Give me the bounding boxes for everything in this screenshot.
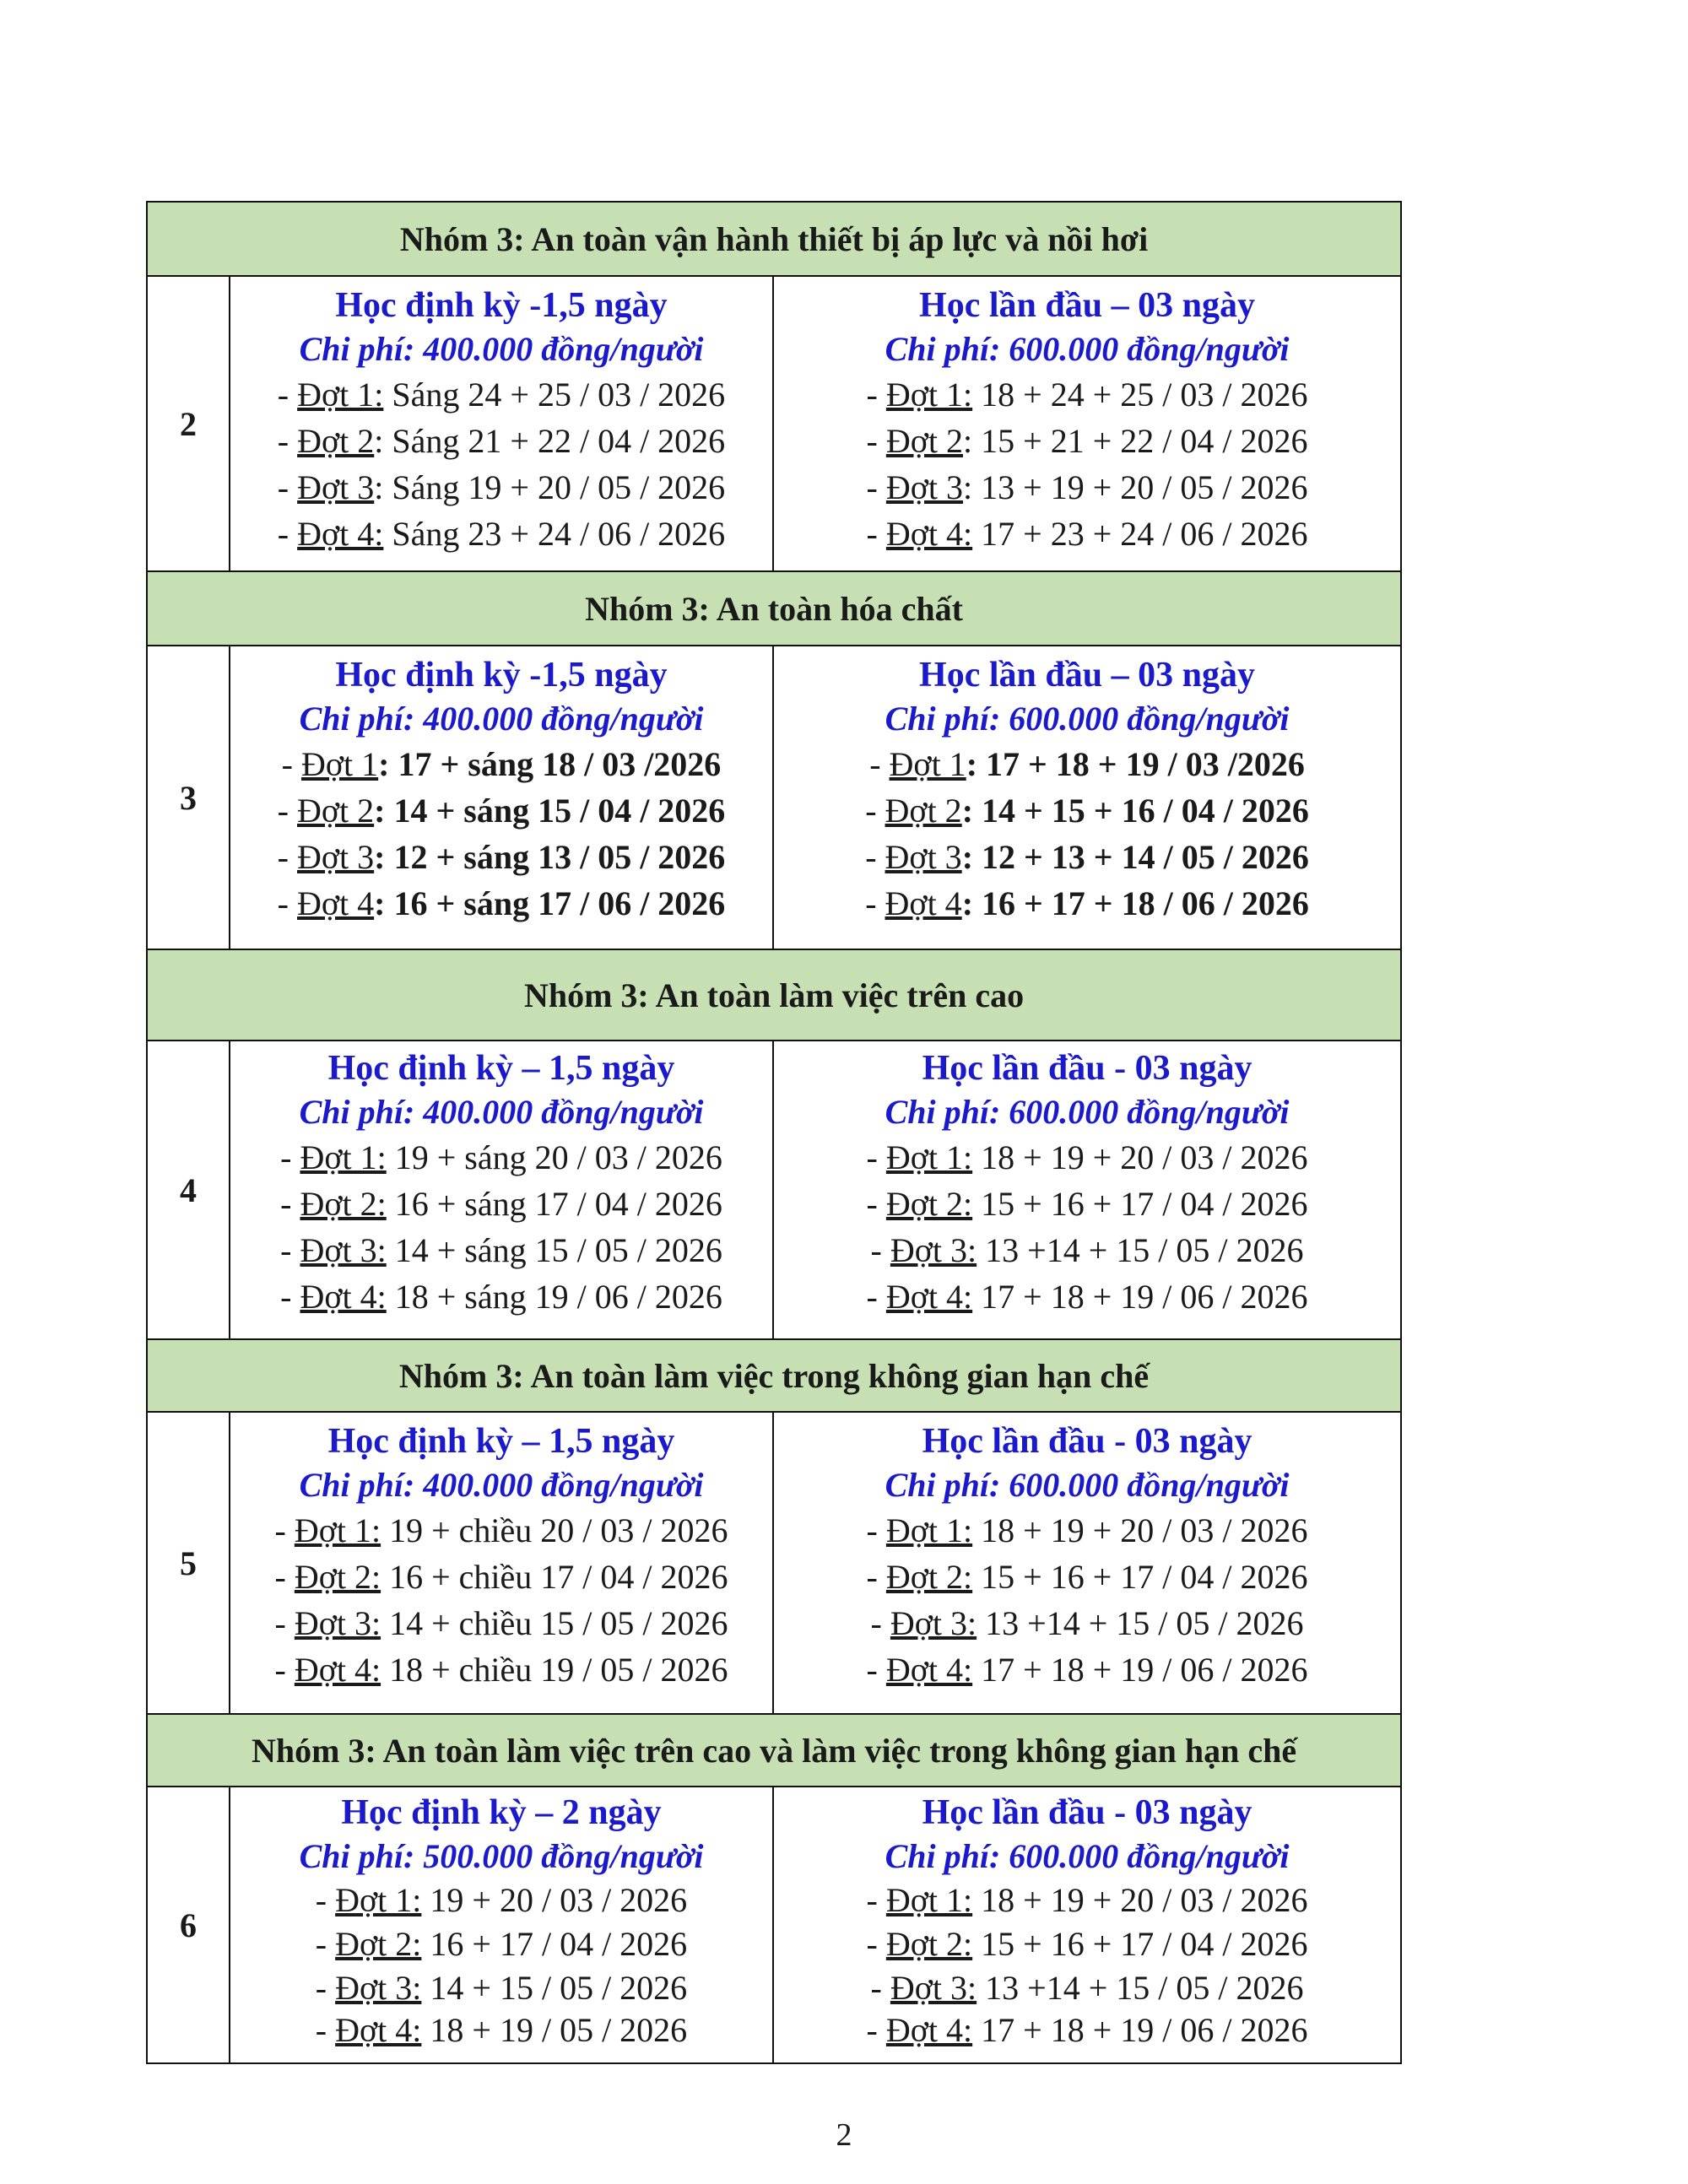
batch-dates: : 17 + 18 + 19 / 03 /2026	[966, 745, 1305, 783]
course-fee: Chi phí: 600.000 đồng/người	[885, 330, 1290, 368]
course-title: Học định kỳ – 1,5 ngày	[327, 1422, 675, 1461]
section-number: 3	[147, 646, 230, 949]
section-heading-row	[147, 1339, 1401, 1412]
batch-line: - Đợt 3: 13 +14 + 15 / 05 / 2026	[870, 1969, 1304, 2007]
batch-line: - Đợt 4: Sáng 23 + 24 / 06 / 2026	[277, 515, 726, 553]
batch-label: Đợt 3	[297, 838, 375, 876]
section-row	[147, 1041, 1401, 1339]
batch-dates: : 16 + 17 + 18 / 06 / 2026	[961, 884, 1309, 922]
batch-dates: : 15 + 21 + 22 / 04 / 2026	[963, 422, 1308, 460]
periodic-course-cell	[230, 1412, 773, 1714]
batch-label: Đợt 4:	[885, 2011, 973, 2049]
course-title: Học lần đầu – 03 ngày	[919, 286, 1255, 325]
batch-dates: 17 + 18 + 19 / 06 / 2026	[981, 1278, 1308, 1316]
batch-label: Đợt 4:	[885, 1651, 973, 1689]
batch-label: Đợt 2:	[885, 1558, 973, 1596]
course-title: Học định kỳ – 1,5 ngày	[327, 1049, 675, 1088]
batch-line: - Đợt 2: 14 + sáng 15 / 04 / 2026	[277, 792, 726, 830]
initial-course-cell	[773, 1787, 1401, 2063]
batch-label: Đợt 4:	[335, 2011, 422, 2049]
batch-dates: 15 + 16 + 17 / 04 / 2026	[981, 1925, 1308, 1963]
batch-label: Đợt 4:	[885, 1278, 973, 1316]
batch-dates: : 17 + sáng 18 / 03 /2026	[378, 745, 722, 783]
batch-label: Đợt 1:	[885, 376, 973, 414]
batch-line: - Đợt 2: 16 + sáng 17 / 04 / 2026	[280, 1185, 722, 1223]
batch-dates: : 12 + sáng 13 / 05 / 2026	[374, 838, 726, 876]
batch-label: Đợt 2:	[335, 1925, 422, 1963]
batch-label: Đợt 3	[885, 468, 964, 506]
batch-dates: 14 + chiều 15 / 05 / 2026	[389, 1604, 728, 1642]
course-title: Học định kỳ – 2 ngày	[341, 1793, 662, 1832]
course-fee: Chi phí: 600.000 đồng/người	[885, 1093, 1290, 1131]
batch-dates: 17 + 18 + 19 / 06 / 2026	[981, 2011, 1308, 2049]
batch-dates: 13 +14 + 15 / 05 / 2026	[985, 1969, 1304, 2007]
batch-dates: 15 + 16 + 17 / 04 / 2026	[981, 1558, 1308, 1596]
batch-label: Đợt 2	[297, 792, 375, 830]
batch-label: Đợt 3	[885, 838, 962, 876]
batch-dates: 16 + chiều 17 / 04 / 2026	[389, 1558, 728, 1596]
batch-dates: 18 + 19 + 20 / 03 / 2026	[981, 1881, 1308, 1919]
batch-label: Đợt 4	[885, 884, 962, 922]
section-heading: Nhóm 3: An toàn làm việc trong không gian hạn chế	[147, 1339, 1401, 1412]
initial-course-cell	[773, 646, 1401, 949]
batch-dates: : 14 + sáng 15 / 04 / 2026	[374, 792, 726, 830]
batch-line: - Đợt 3: 13 +14 + 15 / 05 / 2026	[870, 1231, 1304, 1269]
batch-label: Đợt 4:	[300, 1278, 387, 1316]
batch-dates: Sáng 23 + 24 / 06 / 2026	[392, 515, 726, 553]
batch-dates: Sáng 24 + 25 / 03 / 2026	[392, 376, 726, 414]
course-title: Học lần đầu - 03 ngày	[922, 1793, 1252, 1832]
batch-line: - Đợt 3: 12 + sáng 13 / 05 / 2026	[277, 838, 726, 876]
batch-line: - Đợt 2: 15 + 21 + 22 / 04 / 2026	[866, 422, 1308, 460]
batch-line: - Đợt 2: 16 + chiều 17 / 04 / 2026	[274, 1558, 728, 1596]
batch-dates: 18 + sáng 19 / 06 / 2026	[394, 1278, 722, 1316]
batch-line: - Đợt 1: 19 + sáng 20 / 03 / 2026	[280, 1138, 722, 1176]
section-row	[147, 1787, 1401, 2063]
course-title: Học lần đầu – 03 ngày	[919, 656, 1255, 695]
batch-line: - Đợt 1: 17 + sáng 18 / 03 /2026	[281, 745, 722, 783]
batch-dates: : 16 + sáng 17 / 06 / 2026	[374, 884, 726, 922]
section-row	[147, 276, 1401, 571]
periodic-course-cell	[230, 276, 773, 571]
batch-dates: 19 + chiều 20 / 03 / 2026	[389, 1511, 728, 1549]
batch-line: - Đợt 4: 17 + 18 + 19 / 06 / 2026	[866, 2011, 1308, 2049]
section-number: 4	[147, 1041, 230, 1339]
batch-label: Đợt 1:	[297, 376, 384, 414]
batch-label: Đợt 1:	[335, 1881, 422, 1919]
batch-line: - Đợt 4: 17 + 23 + 24 / 06 / 2026	[866, 515, 1308, 553]
course-fee: Chi phí: 400.000 đồng/người	[299, 330, 704, 368]
batch-line: - Đợt 3: 13 +14 + 15 / 05 / 2026	[870, 1604, 1304, 1642]
batch-label: Đợt 1	[301, 745, 379, 783]
batch-line: - Đợt 3: 14 + sáng 15 / 05 / 2026	[280, 1231, 722, 1269]
batch-line: - Đợt 1: 18 + 24 + 25 / 03 / 2026	[866, 376, 1308, 414]
batch-line: - Đợt 4: 16 + sáng 17 / 06 / 2026	[277, 884, 726, 922]
batch-line: - Đợt 1: 17 + 18 + 19 / 03 /2026	[869, 745, 1305, 783]
batch-line: - Đợt 4: 18 + chiều 19 / 05 / 2026	[274, 1651, 728, 1689]
course-fee: Chi phí: 400.000 đồng/người	[299, 1466, 704, 1504]
batch-line: - Đợt 3: 13 + 19 + 20 / 05 / 2026	[866, 468, 1308, 506]
batch-label: Đợt 3:	[890, 1969, 977, 2007]
batch-label: Đợt 2:	[294, 1558, 381, 1596]
batch-dates: 18 + 24 + 25 / 03 / 2026	[981, 376, 1308, 414]
batch-dates: 17 + 18 + 19 / 06 / 2026	[981, 1651, 1308, 1689]
section-row	[147, 646, 1401, 949]
batch-dates: 14 + sáng 15 / 05 / 2026	[394, 1231, 722, 1269]
batch-line: - Đợt 1: 18 + 19 + 20 / 03 / 2026	[866, 1881, 1308, 1919]
batch-line: - Đợt 4: 18 + 19 / 05 / 2026	[315, 2011, 688, 2049]
course-fee: Chi phí: 400.000 đồng/người	[299, 700, 704, 738]
batch-label: Đợt 2:	[885, 1925, 973, 1963]
batch-dates: 18 + 19 + 20 / 03 / 2026	[981, 1138, 1308, 1176]
batch-line: - Đợt 3: Sáng 19 + 20 / 05 / 2026	[277, 468, 726, 506]
batch-dates: : 12 + 13 + 14 / 05 / 2026	[961, 838, 1309, 876]
batch-dates: 18 + 19 + 20 / 03 / 2026	[981, 1511, 1308, 1549]
batch-line: - Đợt 3: 14 + chiều 15 / 05 / 2026	[274, 1604, 728, 1642]
section-heading: Nhóm 3: An toàn vận hành thiết bị áp lực và nồi hơi	[147, 202, 1401, 276]
course-title: Học lần đầu - 03 ngày	[922, 1422, 1252, 1461]
section-heading-row	[147, 202, 1401, 276]
batch-dates: 19 + 20 / 03 / 2026	[430, 1881, 688, 1919]
course-fee: Chi phí: 400.000 đồng/người	[299, 1093, 704, 1131]
batch-dates: : Sáng 21 + 22 / 04 / 2026	[374, 422, 726, 460]
batch-label: Đợt 3:	[300, 1231, 387, 1269]
batch-line: - Đợt 4: 18 + sáng 19 / 06 / 2026	[280, 1278, 722, 1316]
batch-label: Đợt 1:	[885, 1138, 973, 1176]
periodic-course-cell	[230, 1787, 773, 2063]
batch-label: Đợt 3	[297, 468, 375, 506]
batch-line: - Đợt 1: Sáng 24 + 25 / 03 / 2026	[277, 376, 726, 414]
section-heading: Nhóm 3: An toàn làm việc trên cao và làm việc trong không gian hạn chế	[147, 1714, 1401, 1787]
initial-course-cell	[773, 276, 1401, 571]
batch-line: - Đợt 4: 17 + 18 + 19 / 06 / 2026	[866, 1278, 1308, 1316]
batch-label: Đợt 4:	[294, 1651, 381, 1689]
batch-dates: 19 + sáng 20 / 03 / 2026	[394, 1138, 722, 1176]
section-row	[147, 1412, 1401, 1714]
page-number: 2	[836, 2117, 852, 2153]
batch-label: Đợt 1:	[300, 1138, 387, 1176]
batch-line: - Đợt 1: 18 + 19 + 20 / 03 / 2026	[866, 1511, 1308, 1549]
batch-label: Đợt 2	[885, 792, 962, 830]
batch-line: - Đợt 2: 15 + 16 + 17 / 04 / 2026	[866, 1558, 1308, 1596]
batch-label: Đợt 1	[889, 745, 966, 783]
section-heading: Nhóm 3: An toàn hóa chất	[147, 571, 1401, 646]
batch-label: Đợt 1:	[885, 1511, 973, 1549]
course-title: Học định kỳ -1,5 ngày	[335, 286, 668, 325]
section-heading-row	[147, 571, 1401, 646]
training-schedule-table	[146, 201, 1402, 2064]
batch-line: - Đợt 2: 16 + 17 / 04 / 2026	[315, 1925, 688, 1963]
batch-dates: : Sáng 19 + 20 / 05 / 2026	[374, 468, 726, 506]
batch-line: - Đợt 2: 15 + 16 + 17 / 04 / 2026	[866, 1925, 1308, 1963]
section-heading-row	[147, 949, 1401, 1041]
section-number: 2	[147, 276, 230, 571]
course-fee: Chi phí: 500.000 đồng/người	[299, 1837, 704, 1875]
batch-line: - Đợt 2: 15 + 16 + 17 / 04 / 2026	[866, 1185, 1308, 1223]
batch-line: - Đợt 3: 14 + 15 / 05 / 2026	[315, 1969, 688, 2007]
batch-dates: : 14 + 15 + 16 / 04 / 2026	[961, 792, 1309, 830]
batch-dates: : 13 + 19 + 20 / 05 / 2026	[963, 468, 1308, 506]
batch-label: Đợt 3:	[335, 1969, 422, 2007]
batch-dates: 14 + 15 / 05 / 2026	[430, 1969, 688, 2007]
batch-dates: 13 +14 + 15 / 05 / 2026	[985, 1231, 1304, 1269]
course-fee: Chi phí: 600.000 đồng/người	[885, 700, 1290, 738]
batch-dates: 13 +14 + 15 / 05 / 2026	[985, 1604, 1304, 1642]
batch-dates: 15 + 16 + 17 / 04 / 2026	[981, 1185, 1308, 1223]
batch-label: Đợt 1:	[294, 1511, 381, 1549]
batch-dates: 18 + 19 / 05 / 2026	[430, 2011, 688, 2049]
batch-label: Đợt 3:	[294, 1604, 381, 1642]
initial-course-cell	[773, 1041, 1401, 1339]
batch-dates: 16 + sáng 17 / 04 / 2026	[394, 1185, 722, 1223]
batch-label: Đợt 2:	[885, 1185, 973, 1223]
batch-line: - Đợt 3: 12 + 13 + 14 / 05 / 2026	[865, 838, 1309, 876]
section-number: 6	[147, 1787, 230, 2063]
batch-dates: 16 + 17 / 04 / 2026	[430, 1925, 688, 1963]
initial-course-cell	[773, 1412, 1401, 1714]
batch-line: - Đợt 4: 17 + 18 + 19 / 06 / 2026	[866, 1651, 1308, 1689]
batch-label: Đợt 4:	[297, 515, 384, 553]
batch-label: Đợt 3:	[890, 1231, 977, 1269]
batch-dates: 18 + chiều 19 / 05 / 2026	[389, 1651, 728, 1689]
batch-label: Đợt 4	[297, 884, 375, 922]
batch-label: Đợt 2	[885, 422, 964, 460]
section-heading: Nhóm 3: An toàn làm việc trên cao	[147, 949, 1401, 1041]
batch-label: Đợt 2:	[300, 1185, 387, 1223]
batch-dates: 17 + 23 + 24 / 06 / 2026	[981, 515, 1308, 553]
batch-line: - Đợt 1: 19 + 20 / 03 / 2026	[315, 1881, 688, 1919]
batch-label: Đợt 2	[297, 422, 375, 460]
batch-line: - Đợt 2: 14 + 15 + 16 / 04 / 2026	[865, 792, 1309, 830]
section-heading-row	[147, 1714, 1401, 1787]
batch-line: - Đợt 2: Sáng 21 + 22 / 04 / 2026	[277, 422, 726, 460]
batch-label: Đợt 4:	[885, 515, 973, 553]
batch-line: - Đợt 1: 18 + 19 + 20 / 03 / 2026	[866, 1138, 1308, 1176]
periodic-course-cell	[230, 1041, 773, 1339]
batch-label: Đợt 1:	[885, 1881, 973, 1919]
batch-line: - Đợt 1: 19 + chiều 20 / 03 / 2026	[274, 1511, 728, 1549]
course-fee: Chi phí: 600.000 đồng/người	[885, 1466, 1290, 1504]
course-title: Học định kỳ -1,5 ngày	[335, 656, 668, 695]
batch-label: Đợt 3:	[890, 1604, 977, 1642]
section-number: 5	[147, 1412, 230, 1714]
course-fee: Chi phí: 600.000 đồng/người	[885, 1837, 1290, 1875]
batch-line: - Đợt 4: 16 + 17 + 18 / 06 / 2026	[865, 884, 1309, 922]
periodic-course-cell	[230, 646, 773, 949]
course-title: Học lần đầu - 03 ngày	[922, 1049, 1252, 1088]
